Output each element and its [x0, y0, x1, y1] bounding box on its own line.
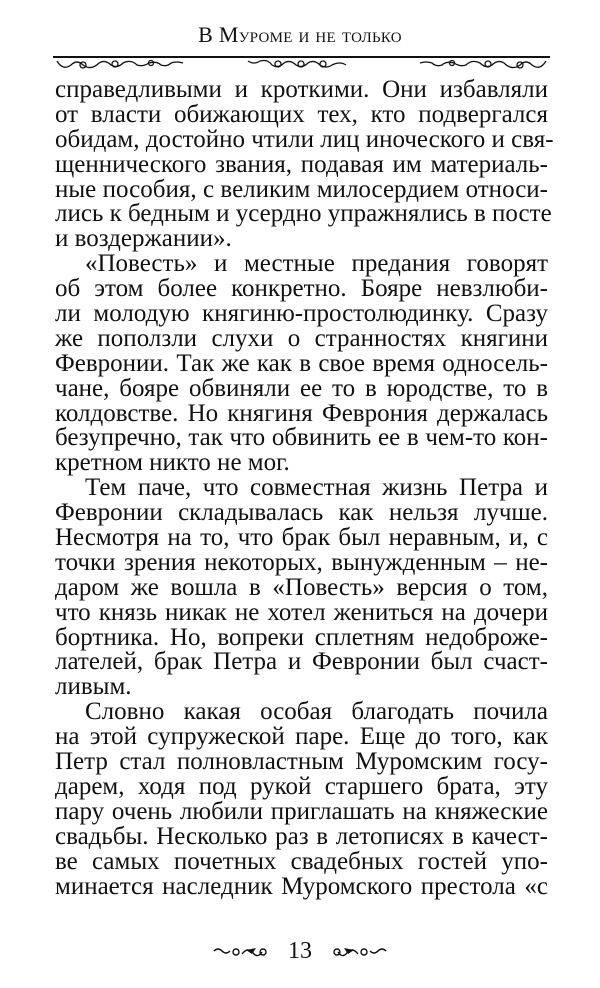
text-line: об этом более конкретно. Бояре невзлюби-	[55, 275, 548, 303]
text-line: колдовстве. Но княгиня Феврония держалась	[55, 399, 548, 427]
text-line: что князь никак не хотел жениться на дочери	[55, 598, 548, 626]
header-ornament-icon	[53, 57, 550, 73]
text-line: пару очень любили приглашать на княжеские	[55, 797, 548, 825]
text-line: даром же вошла в «Повесть» версия о том,	[55, 573, 548, 601]
text-line: Февронии. Так же как в свое время односель-	[55, 349, 548, 377]
text-line: бортника. Но, вопреки сплетням недоброже-	[55, 623, 548, 651]
text-line: Тем паче, что совместная жизнь Петра и	[85, 474, 548, 502]
text-line: на этой супружеской паре. Еще до того, как	[55, 723, 548, 751]
text-line: Несмотря на то, что брак был неравным, и, с	[55, 524, 548, 552]
text-line: Петр стал полновластным Муромским госу-	[55, 748, 548, 776]
text-line: ли молодую княгиню-простолюдинку. Сразу	[55, 300, 548, 328]
text-line: обидам, достойно чтили лиц иноческого и свя-	[55, 125, 554, 153]
running-header: В Муроме и не только	[198, 22, 402, 47]
text-line: Словно какая особая благодать почила	[85, 698, 548, 726]
right-flourish-icon	[332, 944, 388, 960]
text-line: дарем, ходя под рукой старшего брата, эту	[55, 772, 548, 800]
text-line: и воздержании».	[55, 225, 232, 253]
text-line: лателей, брак Петра и Февронии был счаст-	[55, 648, 548, 676]
text-line: от власти обижающих тех, кто подвергался	[55, 100, 548, 128]
text-line: чане, бояре обвиняли ее то в юродстве, то в	[55, 374, 548, 402]
text-line: ве самых почетных свадебных гостей упо-	[55, 847, 548, 875]
text-line: справедливыми и кроткими. Они избавляли	[55, 76, 548, 103]
text-line: кретном никто не мог.	[55, 449, 290, 477]
text-line: «Повесть» и местные предания говорят	[85, 250, 548, 278]
text-line: Февронии складывалась как нельзя лучше.	[55, 499, 548, 527]
left-flourish-icon	[212, 944, 268, 960]
text-line: точки зрения некоторых, вынужденным – не-	[55, 548, 548, 576]
text-line: же поползли слухи о странностях княгини	[55, 324, 548, 352]
text-line: минается наследник Муромского престола «с	[55, 872, 548, 900]
text-line: щеннического звания, подавая им материаль-	[55, 150, 548, 178]
text-line: безупречно, так что обвинить ее в чем-то кон-	[55, 424, 548, 452]
text-line: ливым.	[55, 673, 132, 701]
page-number: 13	[288, 938, 312, 964]
text-line: свадьбы. Несколько раз в летописях в качест-	[55, 822, 548, 850]
page-footer	[0, 938, 600, 965]
body-text	[55, 76, 554, 900]
text-line: лись к бедным и усердно упражнялись в посте	[55, 200, 552, 228]
text-line: ные пособия, с великим милосердием относи-	[55, 175, 548, 203]
